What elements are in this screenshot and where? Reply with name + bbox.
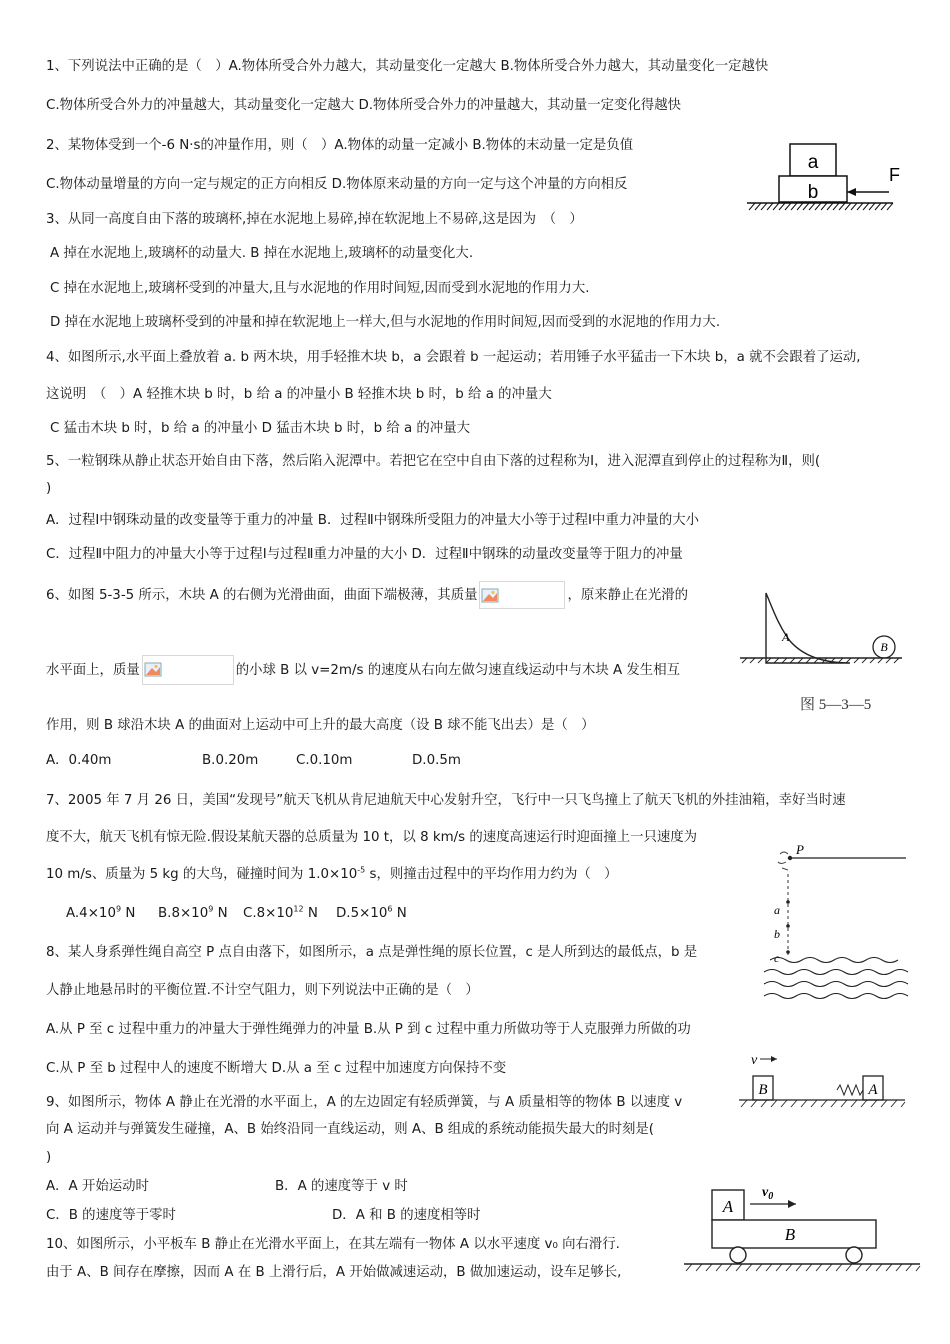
label-ball-b: B — [880, 640, 888, 654]
q3-option-d: D 掉在水泥地上玻璃杯受到的冲量和掉在软泥地上一样大,但与水泥地的作用时间短,因而受到的水泥地的作用力大. — [50, 315, 721, 330]
q6-line-2 — [46, 655, 680, 685]
jumper-icon — [778, 852, 788, 870]
label-c: c — [774, 951, 780, 965]
q4-line-2: 这说明 （ ）A 轻推木块 b 时，b 给 a 的冲量小 B 轻推木块 b 时，b 给 a 的冲量大 — [46, 387, 552, 402]
broken-image-placeholder — [142, 655, 234, 685]
q7-option-c: $C.8\times 10^{12}$ N — [243, 904, 318, 921]
q7-options — [66, 904, 407, 924]
q6-line-1-text: 6、如图 5-3-5 所示，木块 A 的右侧为光滑曲面，曲面下端极薄，其质量 — [46, 588, 478, 603]
q6-line-2-tail: 的小球 B 以 v=2m/s 的速度从右向左做匀速直线运动中与木块 A 发生相互 — [235, 663, 680, 678]
q7-option-b: $B.8\times 10^9$ N — [158, 904, 228, 921]
q3-option-c: C 掉在水泥地上,玻璃杯受到的冲量大,且与水泥地的作用时间短,因而受到水泥地的作用力大. — [50, 281, 590, 296]
label-block-a: A — [868, 1082, 878, 1098]
wheel-left — [730, 1247, 746, 1263]
spring — [837, 1085, 863, 1095]
figure-5-3-5 — [738, 585, 908, 717]
q5-line-2: ) — [46, 481, 52, 496]
cart-figure — [680, 1180, 924, 1278]
force-arrow-head — [847, 188, 856, 196]
figure-caption: 图 5—3—5 — [800, 697, 872, 713]
q6-option-a: A．0.40m — [46, 753, 112, 768]
q7-line-3-tail: s，则撞击过程中的平均作用力约为（ ） — [365, 867, 618, 882]
label-p: P — [796, 842, 804, 857]
q10-line-2: 由于 A、B 间存在摩擦，因而 A 在 B 上滑行后，A 开始做减速运动，B 做加速运动，设车足够长, — [46, 1265, 622, 1280]
q6-option-b: B.0.20m — [202, 753, 259, 768]
q9-option-c: C．B 的速度等于零时 — [46, 1208, 176, 1223]
q7-line-3 — [46, 865, 618, 885]
q2-line-1: 2、某物体受到一个-6 N·s的冲量作用，则（ ）A.物体的动量一定减小 B.物体的末动量一定是负值 — [46, 138, 634, 153]
q3-option-ab: A 掉在水泥地上,玻璃杯的动量大. B 掉在水泥地上,玻璃杯的动量变化大. — [50, 246, 474, 261]
q1-line-2: C.物体所受合外力的冲量越大，其动量变化一定越大 D.物体所受合外力的冲量越大，其动量一定变化得越快 — [46, 98, 682, 113]
q9-line-1: 9、如图所示，物体 A 静止在光滑的水平面上，A 的左边固定有轻质弹簧，与 A 质量相等的物体 B 以速度 v — [46, 1095, 683, 1110]
q9-options-cd — [46, 1206, 481, 1226]
q5-option-cd: C．过程Ⅱ中阻力的冲量大小等于过程Ⅰ与过程Ⅱ重力冲量的大小 D．过程Ⅱ中钢珠的动量改变量等于阻力的冲量 — [46, 547, 683, 562]
broken-image-placeholder — [479, 581, 565, 609]
q7-option-a: $A.4\times 10^9$ N — [66, 904, 136, 921]
broken-image-icon — [144, 662, 164, 678]
q4-line-3: C 猛击木块 b 时，b 给 a 的冲量小 D 猛击木块 b 时，b 给 a 的冲量大 — [50, 421, 470, 436]
label-v0: $v_0$ — [762, 1185, 774, 1202]
q7-line-3-text: 10 m/s、质量为 5 kg 的大鸟，碰撞时间为 1.0×10 — [46, 867, 358, 882]
q3-stem: 3、从同一高度自由下落的玻璃杯,掉在水泥地上易碎,掉在软泥地上不易碎,这是因为 （ ） — [46, 212, 583, 227]
point-b — [786, 924, 790, 928]
q9-option-d: D．A 和 B 的速度相等时 — [332, 1208, 481, 1223]
spring-collision-figure — [737, 1052, 909, 1114]
q9-line-2: 向 A 运动并与弹簧发生碰撞，A、B 始终沿同一直线运动，则 A、B 组成的系统动能损失最大的时刻是( — [46, 1122, 654, 1137]
q5-option-ab: A．过程Ⅰ中钢珠动量的改变量等于重力的冲量 B．过程Ⅱ中钢珠所受阻力的冲量大小等于过程Ⅰ中重力冲量的大小 — [46, 513, 700, 528]
q6-line-1-tail: ，原来静止在光滑的 — [567, 588, 688, 603]
q9-option-b: B．A 的速度等于 v 时 — [275, 1179, 408, 1194]
label-a: a — [774, 903, 780, 917]
q6-line-3: 作用，则 B 球沿木块 A 的曲面对上运动中可上升的最大高度（设 B 球不能飞出去）是（ ） — [46, 718, 595, 733]
label-v: v — [751, 1053, 758, 1068]
q7-option-d: $D.5\times 10^6$ N — [336, 904, 407, 921]
q7-line-1: 7、2005 年 7 月 26 日，美国“发现号”航天飞机从肯尼迪航天中心发射升空，飞行中一只飞鸟撞上了航天飞机的外挂油箱，幸好当时速 — [46, 793, 846, 808]
q5-line-1: 5、一粒钢珠从静止状态开始自由下落，然后陷入泥潭中。若把它在空中自由下落的过程称为Ⅰ，进入泥潭直到停止的过程称为Ⅱ，则( — [46, 454, 821, 469]
label-b: b — [774, 927, 780, 941]
q6-option-c: C.0.10m — [296, 753, 353, 768]
label-a: a — [807, 152, 819, 173]
q9-options-ab — [46, 1177, 408, 1197]
q6-line-2-text: 水平面上，质量 — [46, 663, 140, 678]
point-c — [786, 950, 790, 954]
q1-line-1: 1、下列说法中正确的是（ ）A.物体所受合外力越大，其动量变化一定越大 B.物体所受合外力越大，其动量变化一定越快 — [46, 59, 769, 74]
wheel-right — [846, 1247, 862, 1263]
velocity-arrow-head — [771, 1056, 777, 1062]
curved-block-a — [766, 593, 850, 663]
stacked-blocks-figure — [745, 140, 915, 218]
label-block-b: B — [758, 1082, 768, 1098]
q8-option-ab: A.从 P 至 c 过程中重力的冲量大于弹性绳弹力的冲量 B.从 P 到 c 过程中重力所做功等于人克服弹力所做的功 — [46, 1022, 691, 1037]
point-a — [786, 900, 790, 904]
q6-line-1 — [46, 581, 688, 609]
q7-line-2: 度不大，航天飞机有惊无险.假设某航天器的总质量为 10 t，以 8 km/s 的速度高速运行时迎面撞上一只速度为 — [46, 830, 698, 845]
label-cart-b: B — [784, 1225, 796, 1244]
label-block-a: A — [722, 1197, 734, 1216]
q9-line-3: ) — [46, 1150, 52, 1165]
q9-option-a: A．A 开始运动时 — [46, 1179, 149, 1194]
velocity-arrow-head — [788, 1200, 796, 1208]
label-f: F — [889, 165, 900, 185]
q8-line-1: 8、某人身系弹性绳自高空 P 点自由落下，如图所示，a 点是弹性绳的原长位置，c 是人所到达的最低点，b 是 — [46, 945, 698, 960]
bungee-figure — [760, 840, 910, 1000]
q8-option-cd: C.从 P 至 b 过程中人的速度不断增大 D.从 a 至 c 过程中加速度方向保持不变 — [46, 1061, 507, 1076]
q8-line-2: 人静止地悬吊时的平衡位置.不计空气阻力，则下列说法中正确的是（ ） — [46, 983, 479, 998]
point-p — [788, 856, 792, 860]
label-block-a: A — [782, 630, 790, 644]
q6-option-d: D.0.5m — [412, 753, 461, 768]
q4-line-1: 4、如图所示,水平面上叠放着 a. b 两木块，用手轻推木块 b，a 会跟着 b 一起运动；若用锤子水平猛击一下木块 b，a 就不会跟着了运动, — [46, 350, 861, 365]
q2-line-2: C.物体动量增量的方向一定与规定的正方向相反 D.物体原来动量的方向一定与这个冲量的方向相反 — [46, 177, 628, 192]
broken-image-icon — [481, 588, 501, 604]
q7-exponent: -5 — [357, 865, 366, 875]
q10-line-1: 10、如图所示，小平板车 B 静止在光滑水平面上，在其左端有一物体 A 以水平速度 v₀ 向右滑行. — [46, 1237, 620, 1252]
water-waves — [764, 958, 908, 999]
label-b: b — [807, 182, 819, 203]
q6-options — [46, 751, 461, 771]
